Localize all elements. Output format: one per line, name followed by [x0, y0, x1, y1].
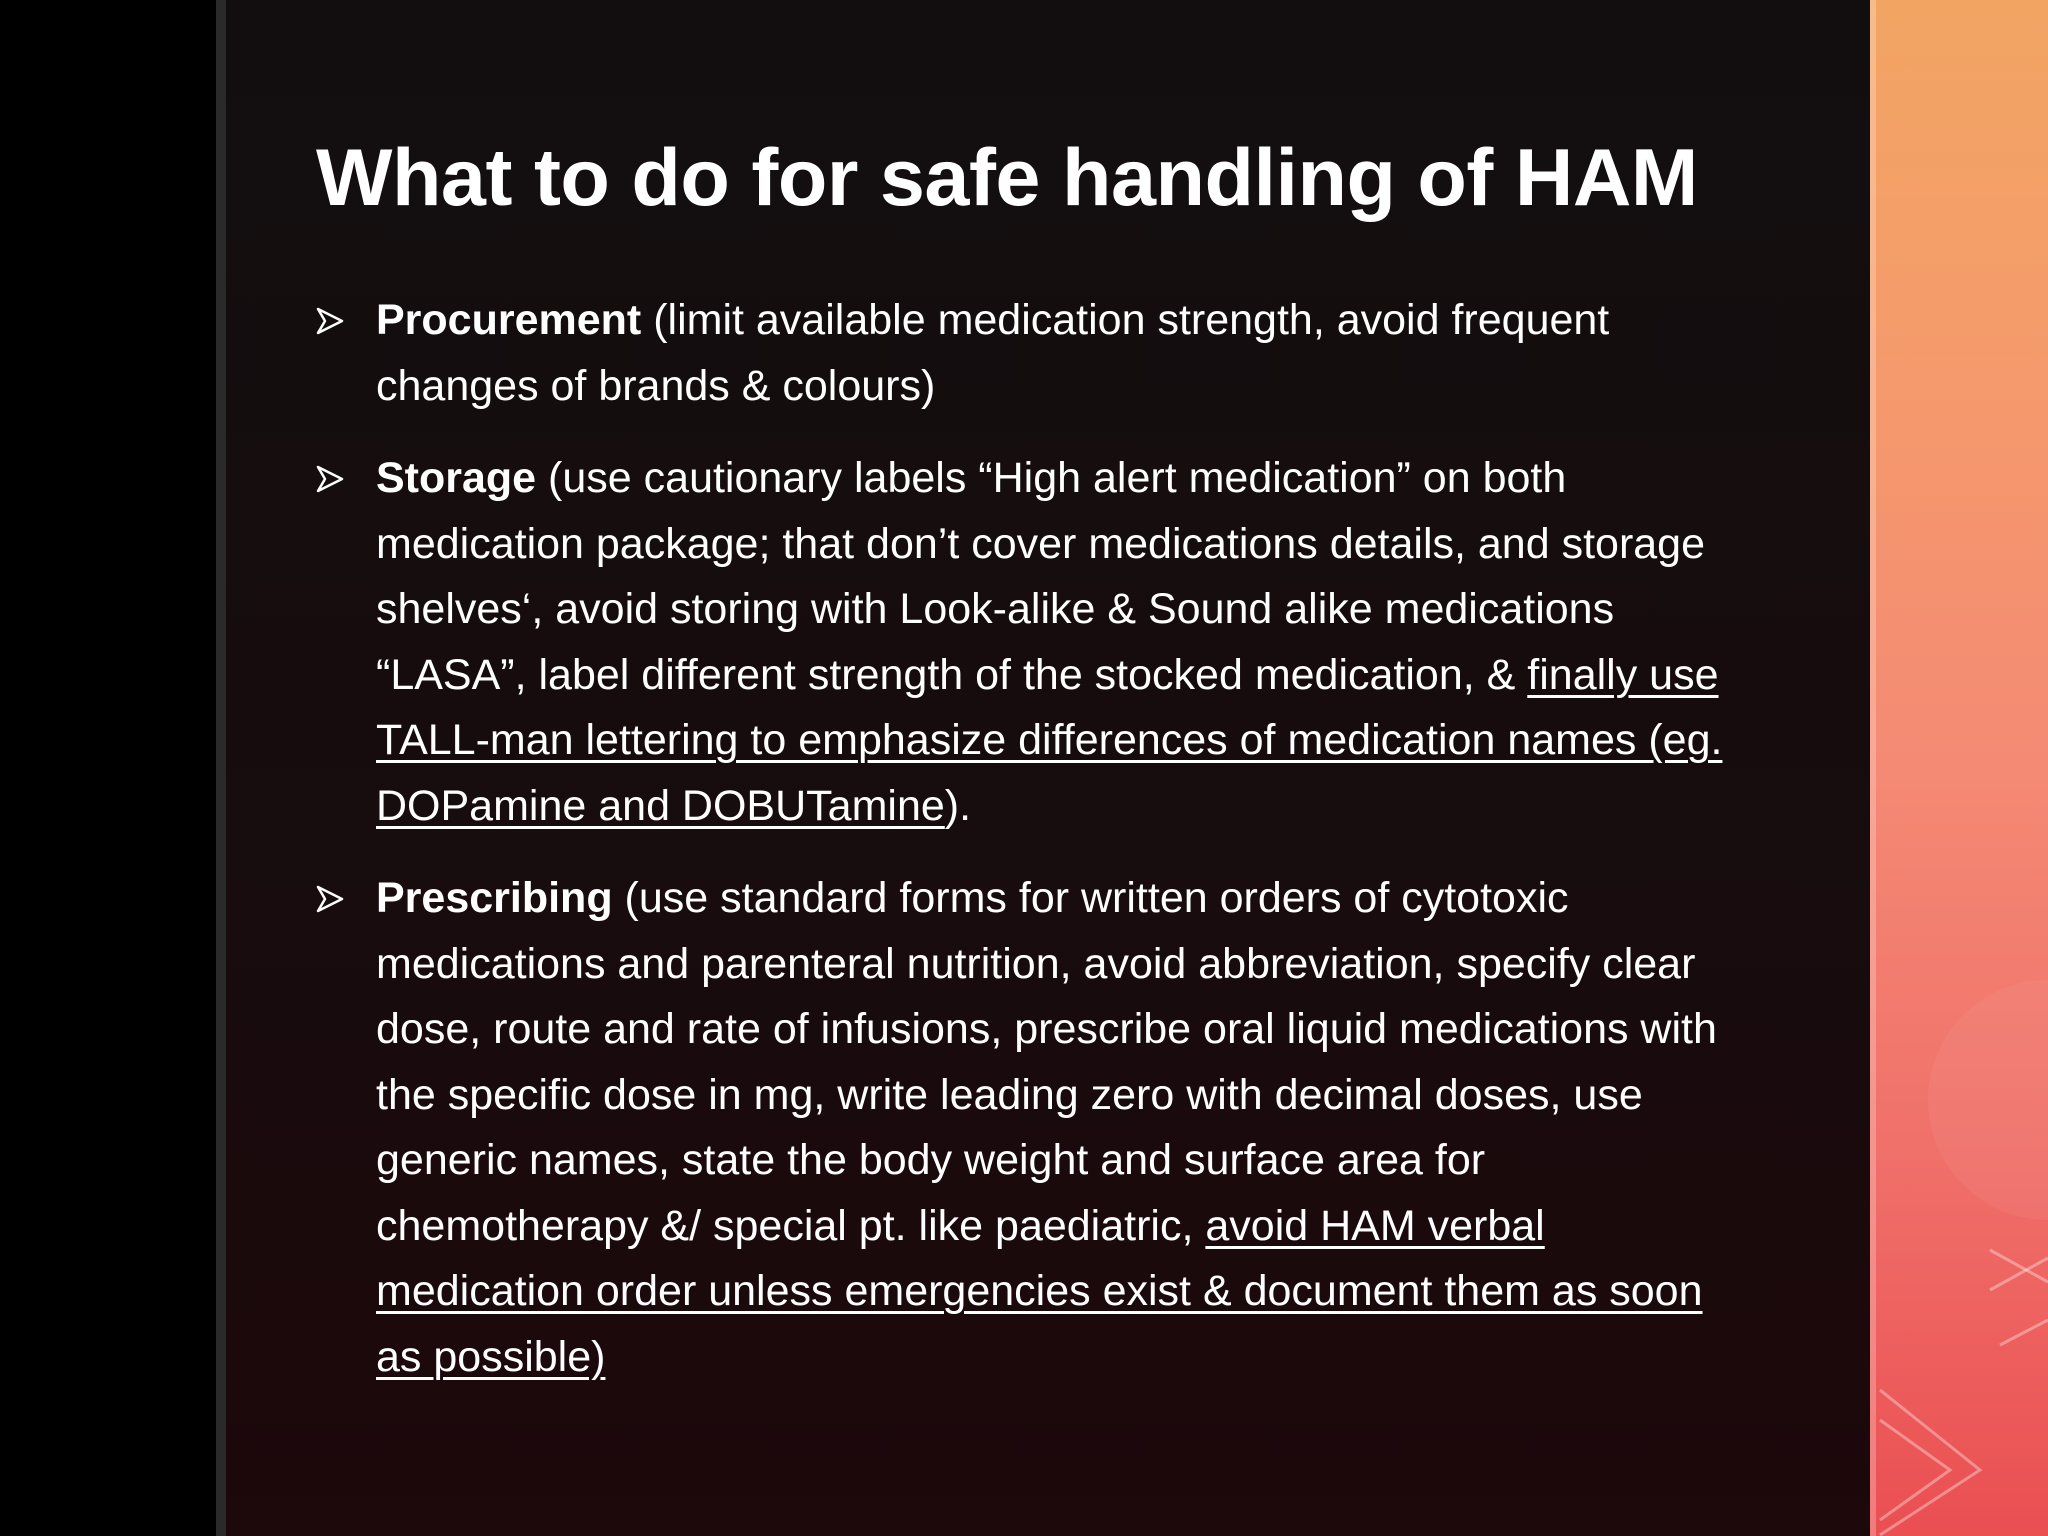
bullet-heading: Prescribing — [376, 874, 613, 922]
arrow-bullet-icon — [316, 464, 344, 494]
bullet-tail-text: ). — [944, 781, 972, 830]
bullet-underlined-text: finally use TALL-man lettering to emphasize differences of medication names (eg. DOPamine and DOBUTamine — [376, 650, 1723, 830]
bullet-heading: Procurement — [376, 296, 642, 344]
bullet-storage — [316, 446, 1736, 839]
bullet-text: (limit available medication strength, avoid frequent changes of brands & colours) — [376, 296, 1610, 410]
arrow-bullet-icon — [316, 306, 344, 336]
left-letterbox — [0, 0, 216, 1536]
bullet-heading: Storage — [376, 454, 537, 502]
slide-title: What to do for safe handling of HAM — [316, 133, 1698, 223]
bullet-text: (use cautionary labels “High alert medication” on both medication package; that don’t cover medications details, and storage shelves‘, avoid storing with Look-alike & Sound alike medications “LASA”, label different strength of the stocked medication, & — [376, 454, 1706, 699]
accent-panel — [1870, 0, 2048, 1536]
bullet-prescribing — [316, 866, 1736, 1390]
bullet-underlined-text: avoid HAM verbal medication order unless emergencies exist & document them as soon as possible) — [376, 1201, 1703, 1381]
arrow-bullet-icon — [316, 884, 344, 914]
bullet-text: (use standard forms for written orders of cytotoxic medications and parenteral nutrition, avoid abbreviation, specify clear dose, route and rate of infusions, prescribe oral liquid medications with the specific dose in mg, write leading zero with decimal doses, use generic names, state the body weight and surface area for chemotherapy &/ special pt. like paediatric, — [376, 874, 1717, 1250]
bullet-procurement — [316, 288, 1736, 419]
chevron-decoration-icon — [1870, 0, 2048, 1536]
bullet-list — [316, 288, 1736, 1417]
